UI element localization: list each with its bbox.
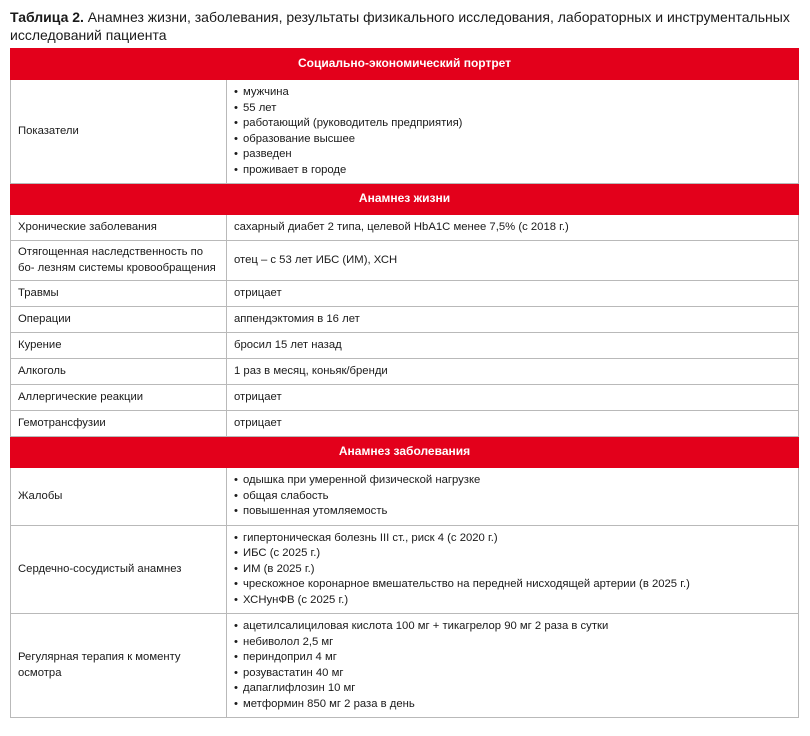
- row-label: Регулярная терапия к моменту осмотра: [11, 614, 227, 718]
- row-label: Аллергические реакции: [11, 385, 227, 411]
- bullet-list: [234, 85, 791, 178]
- table-row: [11, 333, 799, 359]
- list-item: • небиволол 2,5 мг: [234, 635, 791, 651]
- table-row: [11, 80, 799, 184]
- row-value: отрицает: [227, 385, 799, 411]
- row-label: Сердечно-сосудистый анамнез: [11, 526, 227, 614]
- row-label: Хронические заболевания: [11, 215, 227, 241]
- row-value: 1 раз в месяц, коньяк/бренди: [227, 359, 799, 385]
- list-item: • 55 лет: [234, 101, 791, 117]
- section-header-social: [11, 49, 799, 80]
- section-title: Анамнез заболевания: [11, 437, 799, 468]
- section-title: Анамнез жизни: [11, 184, 799, 215]
- table-row: [11, 385, 799, 411]
- list-item: • работающий (руководитель предприятия): [234, 116, 791, 132]
- list-item: • периндоприл 4 мг: [234, 650, 791, 666]
- row-label: Гемотрансфузии: [11, 411, 227, 437]
- table-row: [11, 526, 799, 614]
- row-label: Жалобы: [11, 468, 227, 526]
- life-rows: [11, 215, 799, 437]
- row-value: отрицает: [227, 411, 799, 437]
- row-label: Операции: [11, 307, 227, 333]
- row-value: [227, 80, 799, 184]
- row-value: сахарный диабет 2 типа, целевой HbA1C менее 7,5% (с 2018 г.): [227, 215, 799, 241]
- list-item: • ацетилсалициловая кислота 100 мг + тикагрелор 90 мг 2 раза в сутки: [234, 619, 791, 635]
- list-item: • розувастатин 40 мг: [234, 666, 791, 682]
- list-item: • повышенная утомляемость: [234, 504, 791, 520]
- table-caption: [10, 8, 800, 44]
- table-row: [11, 281, 799, 307]
- row-label: Алкоголь: [11, 359, 227, 385]
- row-label: Отягощенная наследственность по бо- лезням системы кровообращения: [11, 241, 227, 281]
- table-row: [11, 468, 799, 526]
- caption-text: Анамнез жизни, заболевания, результаты физикального исследования, лабораторных и инструментальных исследований пациента: [10, 9, 790, 43]
- table-row: [11, 359, 799, 385]
- bullet-list: [234, 473, 791, 520]
- section-header-life: [11, 184, 799, 215]
- list-item: • чрескожное коронарное вмешательство на передней нисходящей артерии (в 2025 г.): [234, 577, 791, 593]
- list-item: • ИМ (в 2025 г.): [234, 562, 791, 578]
- table-row: [11, 307, 799, 333]
- list-item: • образование высшее: [234, 132, 791, 148]
- caption-label: Таблица 2.: [10, 9, 84, 25]
- list-item: • гипертоническая болезнь III ст., риск 4 (с 2020 г.): [234, 531, 791, 547]
- row-value: отрицает: [227, 281, 799, 307]
- row-label: Курение: [11, 333, 227, 359]
- section-title: Социально-экономический портрет: [11, 49, 799, 80]
- list-item: • ХСНунФВ (с 2025 г.): [234, 593, 791, 609]
- section-header-disease: [11, 437, 799, 468]
- bullet-list: [234, 531, 791, 609]
- list-item: • дапаглифлозин 10 мг: [234, 681, 791, 697]
- list-item: • одышка при умеренной физической нагрузке: [234, 473, 791, 489]
- row-value: бросил 15 лет назад: [227, 333, 799, 359]
- table-row: [11, 614, 799, 718]
- row-value: [227, 468, 799, 526]
- list-item: • ИБС (с 2025 г.): [234, 546, 791, 562]
- list-item: • разведен: [234, 147, 791, 163]
- table-row: [11, 411, 799, 437]
- row-value: аппендэктомия в 16 лет: [227, 307, 799, 333]
- list-item: • метформин 850 мг 2 раза в день: [234, 697, 791, 713]
- row-label: Показатели: [11, 80, 227, 184]
- row-value: отец – с 53 лет ИБС (ИМ), ХСН: [227, 241, 799, 281]
- list-item: • общая слабость: [234, 489, 791, 505]
- anamnesis-table: [10, 48, 799, 718]
- row-label: Травмы: [11, 281, 227, 307]
- bullet-list: [234, 619, 791, 712]
- table-row: [11, 241, 799, 281]
- list-item: • мужчина: [234, 85, 791, 101]
- list-item: • проживает в городе: [234, 163, 791, 179]
- row-value: [227, 614, 799, 718]
- table-row: [11, 215, 799, 241]
- row-value: [227, 526, 799, 614]
